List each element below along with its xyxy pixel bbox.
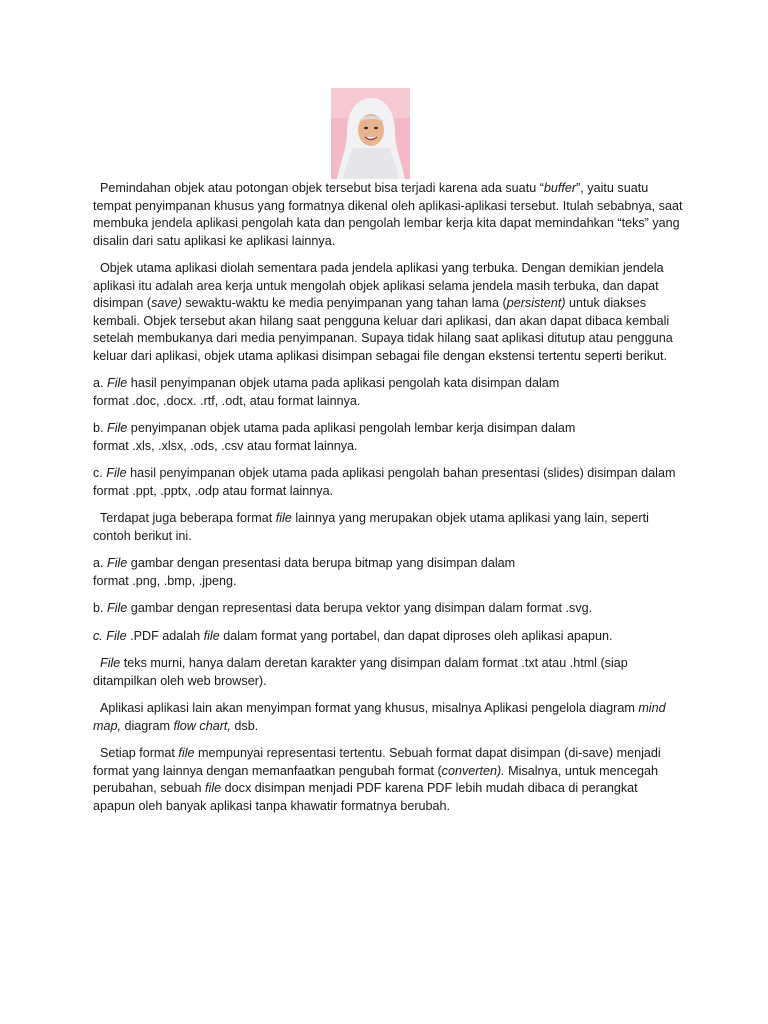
paragraph-3 bbox=[93, 375, 683, 410]
text-run: format .xls, .xlsx, .ods, .csv atau format lainnya. bbox=[93, 438, 358, 453]
text-run: format .doc, .docx. .rtf, .odt, atau format lainnya. bbox=[93, 393, 361, 408]
paragraph-6 bbox=[93, 510, 683, 545]
text-run: teks murni, hanya dalam deretan karakter yang disimpan dalam format .txt atau .html (siap ditampilkan oleh web browser). bbox=[93, 656, 632, 688]
italic-run: flow chart, bbox=[173, 718, 231, 733]
text-run: Objek utama aplikasi diolah sementara pada jendela aplikasi yang terbuka. Dengan demikian jendela aplikasi itu adalah area kerja untuk mengolah objek aplikasi selama jendela masih terbuka, dan dapat disimpan ( bbox=[93, 261, 668, 310]
text-run: Pemindahan objek atau potongan objek tersebut bisa terjadi karena ada suatu “ bbox=[93, 181, 544, 195]
text-run: untuk diakses kembali. Objek tersebut akan hilang saat pengguna keluar dari aplikasi, dan akan dapat dibaca kembali setelah membukanya dari media penyimpanan. Supaya tidak hilang saat aplikasi ditutup atau pengguna keluar dari aplikasi, objek utama aplikasi disimpan sebagai file dengan ekstensi tertentu seperti berikut. bbox=[93, 296, 677, 363]
paragraph-4 bbox=[93, 420, 683, 455]
text-run: lainnya yang merupakan objek utama aplikasi yang lain, seperti contoh berikut ini. bbox=[93, 511, 653, 543]
text-run: b. bbox=[93, 421, 108, 435]
paragraph-12 bbox=[93, 745, 683, 815]
text-run: penyimpanan objek utama pada aplikasi pengolah lembar kerja disimpan dalam bbox=[127, 421, 576, 435]
paragraph-7 bbox=[93, 555, 683, 590]
paragraph-9 bbox=[93, 628, 683, 646]
text-run: hasil penyimpanan objek utama pada aplikasi pengolah kata disimpan dalam bbox=[127, 376, 560, 390]
text-run bbox=[93, 656, 100, 670]
portrait-photo bbox=[331, 88, 410, 179]
text-run: mempunyai representasi tertentu. Sebuah format dapat disimpan (di-save) menjadi format yang lainnya dengan memanfaatkan pengubah format ( bbox=[93, 746, 665, 778]
text-run: dalam format yang portabel, dan dapat diproses oleh aplikasi apapun. bbox=[219, 628, 613, 643]
text-run: docx disimpan menjadi PDF karena PDF lebih mudah dibaca di perangkat apapun oleh banyak aplikasi tanpa khawatir formatnya berubah. bbox=[93, 781, 642, 813]
text-run: a. bbox=[93, 376, 108, 390]
paragraph-8 bbox=[93, 600, 683, 618]
text-run: format .png, .bmp, .jpeng. bbox=[93, 573, 237, 588]
text-run: Aplikasi aplikasi lain akan menyimpan format yang khusus, misalnya Aplikasi pengelola diagram bbox=[93, 701, 639, 715]
italic-run: save) bbox=[151, 296, 182, 310]
italic-run: File bbox=[107, 376, 128, 390]
text-run: ”, yaitu suatu tempat penyimpanan khusus yang formatnya dikenal oleh aplikasi-aplikasi tersebut. Itulah sebabnya, saat membuka jendela aplikasi pengolah kata dan pengolah lembar kerja kita dapat memindahkan “teks” yang disalin dari satu aplikasi ke aplikasi lainnya. bbox=[93, 181, 686, 248]
italic-run: File bbox=[106, 466, 127, 480]
text-run: Terdapat juga beberapa format bbox=[93, 511, 276, 525]
italic-run: persistent) bbox=[506, 296, 566, 310]
italic-run: converten). bbox=[441, 763, 505, 778]
text-run: c. bbox=[93, 466, 107, 480]
text-run: a. bbox=[93, 556, 108, 570]
italic-run: File bbox=[107, 601, 128, 615]
paragraph-10 bbox=[93, 655, 683, 690]
text-run: .PDF adalah bbox=[126, 628, 204, 643]
italic-run: File bbox=[100, 656, 121, 670]
text-run: sewaktu-waktu ke media penyimpanan yang tahan lama ( bbox=[181, 296, 507, 310]
italic-run: File bbox=[107, 421, 128, 435]
paragraph-11 bbox=[93, 700, 683, 735]
italic-run: file bbox=[178, 746, 195, 760]
text-run: gambar dengan representasi data berupa vektor yang disimpan dalam format .svg. bbox=[127, 601, 593, 615]
paragraph-2 bbox=[93, 260, 683, 365]
text-run: Setiap format bbox=[93, 746, 179, 760]
text-run: dsb. bbox=[230, 718, 259, 733]
text-run: diagram bbox=[121, 718, 174, 733]
text-run: Misalnya, untuk mencegah perubahan, sebuah bbox=[93, 763, 662, 795]
italic-run: File bbox=[107, 556, 128, 570]
text-run: b. bbox=[93, 601, 108, 615]
italic-run: c. File bbox=[93, 628, 127, 643]
paragraph-5 bbox=[93, 465, 683, 500]
paragraph-1 bbox=[93, 180, 686, 250]
text-run: hasil penyimpanan objek utama pada aplikasi pengolah bahan presentasi (slides) disimpan dalam format .ppt, .pptx, .odp atau format lainnya. bbox=[93, 466, 679, 498]
italic-run: file bbox=[203, 628, 220, 643]
italic-run: file bbox=[275, 511, 292, 525]
italic-run: buffer bbox=[543, 181, 577, 195]
italic-run: file bbox=[205, 781, 222, 795]
text-run: gambar dengan presentasi data berupa bitmap yang disimpan dalam bbox=[127, 556, 516, 570]
document-body bbox=[93, 180, 686, 825]
italic-run: mind map, bbox=[93, 701, 666, 733]
portrait-photo-image bbox=[331, 88, 410, 179]
